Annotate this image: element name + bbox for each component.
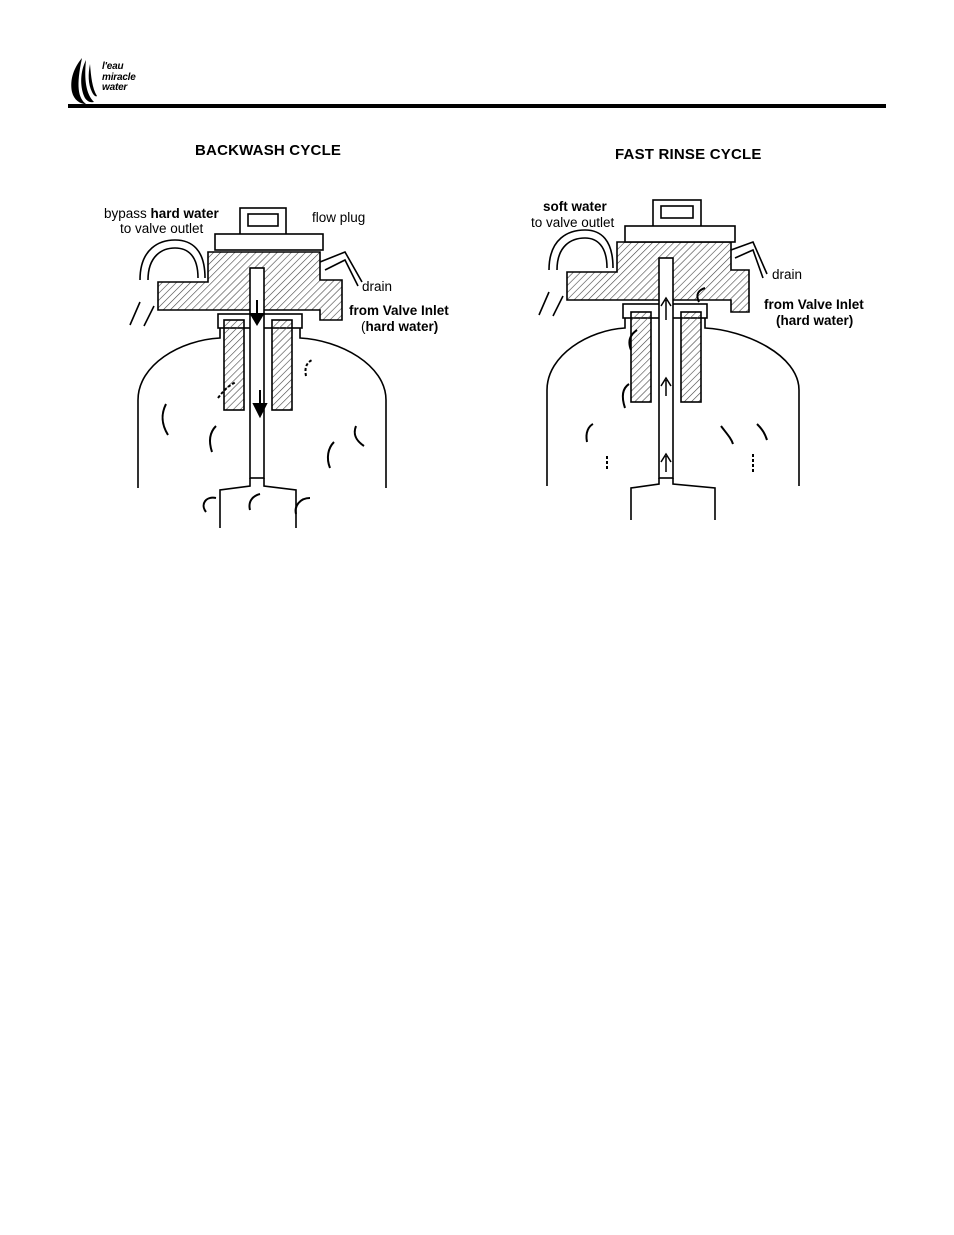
fast-rinse-title: FAST RINSE CYCLE <box>615 146 762 163</box>
fast-rinse-drain-label: drain <box>772 267 803 282</box>
fast-rinse-soft-water-label-line2: to valve outlet <box>531 215 615 230</box>
fast-rinse-soft-water-label: soft water <box>543 199 607 214</box>
header-rule <box>68 104 886 108</box>
backwash-flow-plug-label: flow plug <box>312 210 366 225</box>
backwash-title: BACKWASH CYCLE <box>195 142 342 159</box>
backwash-bypass-label-line2: to valve outlet <box>120 221 204 236</box>
fast-rinse-valve-diagram <box>535 190 815 530</box>
fast-rinse-inlet-label: from Valve Inlet <box>764 297 864 312</box>
backwash-valve-diagram <box>120 190 400 530</box>
brand-wordmark: l'eau miracle water <box>102 61 136 93</box>
fast-rinse-inlet-label-line2: (hard water) <box>776 313 854 328</box>
backwash-inlet-label: from Valve Inlet <box>349 303 449 318</box>
backwash-inlet-label-line2: (hard water) <box>361 319 439 334</box>
backwash-drain-label: drain <box>362 279 393 294</box>
backwash-bypass-label: bypass hard water <box>104 206 219 221</box>
water-drop-logo-icon <box>68 56 98 106</box>
brand-logo <box>68 56 148 106</box>
